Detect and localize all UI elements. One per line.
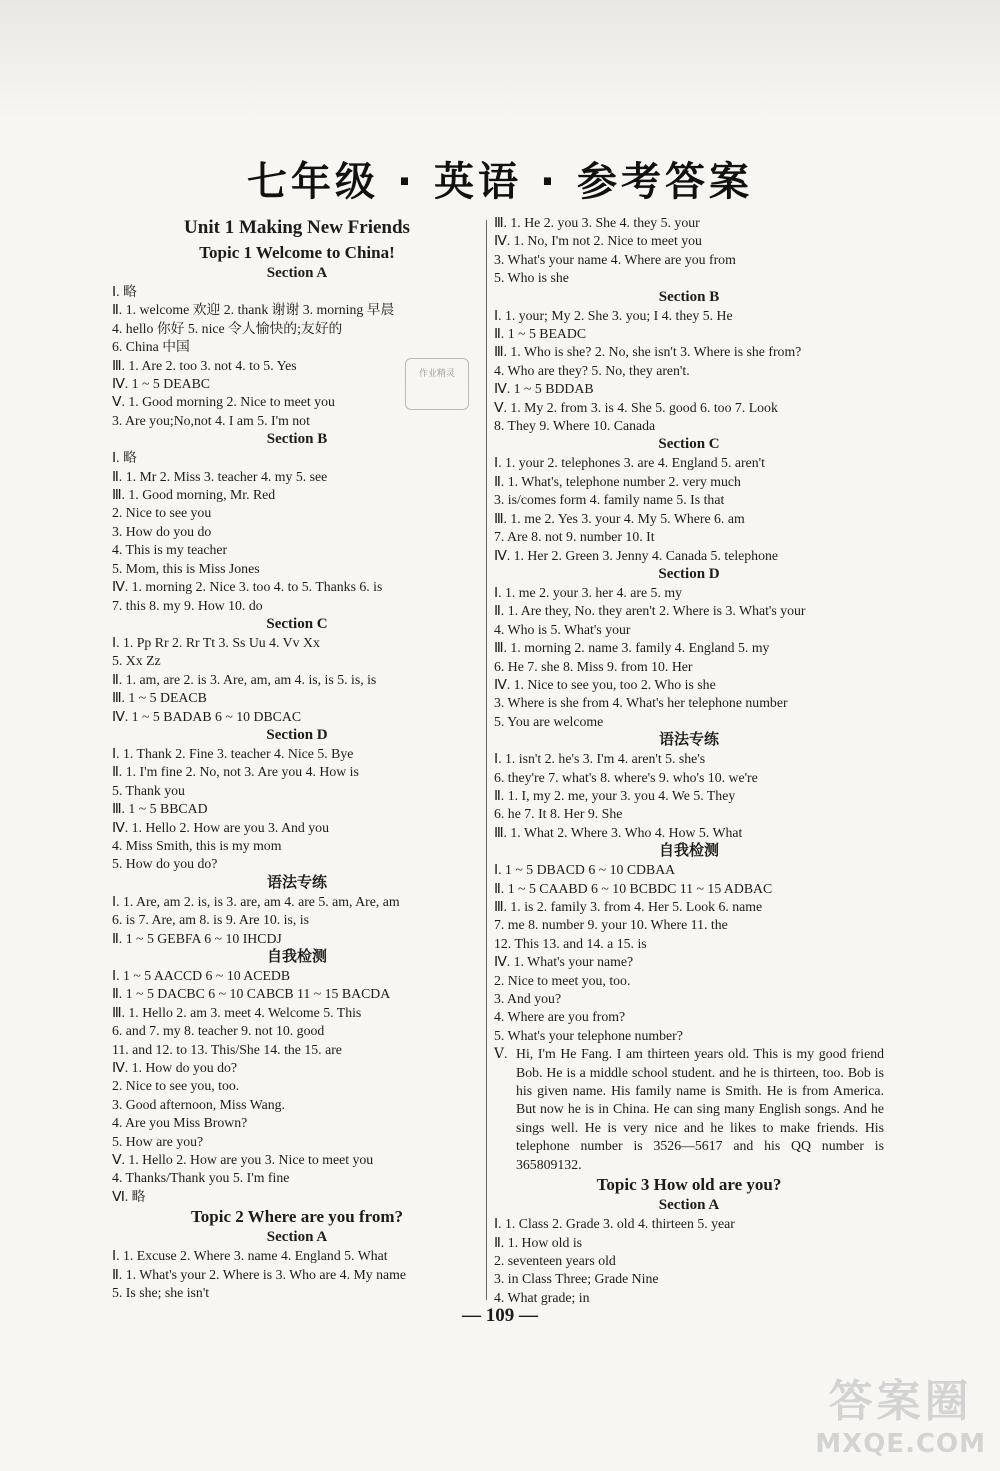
answer-line: Ⅲ. 1. He 2. you 3. She 4. they 5. your: [494, 215, 700, 230]
column-divider: [486, 220, 487, 1300]
stamp-mark: [405, 358, 469, 410]
section-heading: Section B: [658, 288, 720, 305]
answer-line: Ⅱ. 1. am, are 2. is 3. Are, am, am 4. is, is 5. is, is: [112, 671, 377, 687]
answer-line: Ⅳ. 1 ~ 5 BDDAB: [494, 381, 594, 397]
answer-line: Ⅳ. 1 ~ 5 BADAB 6 ~ 10 DBCAC: [112, 708, 302, 724]
answer-line: Ⅰ. 1. isn't 2. he's 3. I'm 4. aren't 5. she's: [494, 751, 706, 767]
section-heading: Section C: [658, 436, 720, 453]
section-heading: 语法专练: [658, 732, 719, 749]
answer-line: Ⅳ. 1. No, I'm not 2. Nice to meet you: [494, 233, 702, 249]
answer-line: Ⅰ. 1. Pp Rr 2. Rr Tt 3. Ss Uu 4. Vv Xx: [112, 634, 320, 650]
page-title: 七年级 · 英语 · 参考答案: [246, 159, 754, 205]
scan-top-band: [0, 0, 1000, 120]
answer-line: Ⅲ. 1. Who is she? 2. No, she isn't 3. Where is she from?: [494, 344, 802, 360]
answer-line: 4. Thanks/Thank you 5. I'm fine: [112, 1170, 290, 1186]
section-heading: 语法专练: [266, 874, 327, 891]
right-column: [494, 214, 884, 1307]
answer-paragraph: [494, 1045, 884, 1174]
answer-line: 8. They 9. Where 10. Canada: [494, 418, 656, 434]
answer-line: 5. Mom, this is Miss Jones: [112, 560, 260, 576]
section-heading: Section A: [658, 1197, 720, 1214]
answer-line: Ⅱ. 1 ~ 5 CAABD 6 ~ 10 BCBDC 11 ~ 15 ADBAC: [494, 880, 773, 896]
section-heading: 自我检测: [658, 843, 719, 860]
answer-line: Ⅳ. 1. Hello 2. How are you 3. And you: [112, 819, 329, 835]
section-heading: Section A: [266, 1229, 328, 1246]
paragraph-number: Ⅴ.: [494, 1046, 508, 1062]
answer-line: 6. he 7. It 8. Her 9. She: [494, 806, 623, 822]
answer-line: 4. Are you Miss Brown?: [112, 1115, 248, 1131]
answer-line: Ⅰ. 略: [112, 284, 137, 299]
answer-line: Ⅲ. 1 ~ 5 DEACB: [112, 690, 207, 706]
answer-line: 5. Thank you: [112, 782, 185, 798]
section-heading: Section B: [266, 431, 328, 448]
answer-line: 6. China 中国: [112, 339, 190, 355]
answer-line: Ⅱ. 1 ~ 5 BEADC: [494, 326, 587, 342]
answer-line: 4. Where are you from?: [494, 1009, 626, 1025]
answer-line: 11. and 12. to 13. This/She 14. the 15. are: [112, 1041, 342, 1057]
answer-line: 5. Xx Zz: [112, 653, 161, 669]
section-heading: Section C: [266, 615, 328, 632]
stamp-text: 作业精灵: [418, 369, 455, 379]
answer-line: 5. How do you do?: [112, 856, 218, 872]
answer-line: Ⅱ. 1. I'm fine 2. No, not 3. Are you 4. How is: [112, 764, 359, 780]
answer-line: Ⅲ. 1. Hello 2. am 3. meet 4. Welcome 5. This: [112, 1004, 362, 1020]
answer-line: 7. this 8. my 9. How 10. do: [112, 597, 263, 613]
answer-line: Ⅴ. 1. Good morning 2. Nice to meet you: [112, 394, 335, 410]
answer-line: 2. Nice to see you: [112, 505, 212, 521]
answer-line: Ⅱ. 1. What's your 2. Where is 3. Who are 4. My name: [112, 1266, 406, 1282]
answer-line: Ⅳ. 1. What's your name?: [494, 954, 634, 970]
answer-line: 6. they're 7. what's 8. where's 9. who's 10. we're: [494, 769, 758, 785]
answer-line: 4. Miss Smith, this is my mom: [112, 837, 282, 853]
answer-line: Ⅴ. 1. My 2. from 3. is 4. She 5. good 6. too 7. Look: [494, 399, 778, 415]
answer-line: 4. What grade; in: [494, 1289, 590, 1305]
answer-line: 5. What's your telephone number?: [494, 1027, 683, 1043]
answer-line: Ⅲ. 1. Good morning, Mr. Red: [112, 487, 276, 503]
page-number: — 109 —: [462, 1305, 538, 1326]
answer-line: Ⅱ. 1. How old is: [494, 1234, 583, 1250]
answer-line: 3. Good afternoon, Miss Wang.: [112, 1096, 285, 1112]
unit-heading: Unit 1 Making New Friends: [184, 217, 410, 238]
answer-line: 2. Nice to meet you, too.: [494, 972, 631, 988]
answer-line: Ⅰ. 1. Class 2. Grade 3. old 4. thirteen 5. year: [494, 1216, 735, 1232]
answer-line: 3. is/comes form 4. family name 5. Is that: [494, 492, 725, 508]
answer-line: Ⅲ. 1. me 2. Yes 3. your 4. My 5. Where 6. am: [494, 510, 745, 526]
watermark-url: MXQE.COM: [815, 1429, 986, 1459]
answer-line: Ⅱ. 1 ~ 5 GEBFA 6 ~ 10 IHCDJ: [112, 930, 282, 946]
answer-line: Ⅰ. 1. Excuse 2. Where 3. name 4. England 5. What: [112, 1248, 388, 1264]
answer-line: 3. in Class Three; Grade Nine: [494, 1271, 659, 1287]
answer-line: Ⅲ. 1. is 2. family 3. from 4. Her 5. Look 6. name: [494, 899, 763, 914]
answer-line: Ⅱ. 1. Mr 2. Miss 3. teacher 4. my 5. see: [112, 468, 328, 484]
answer-line: Ⅳ. 1. How do you do?: [112, 1060, 238, 1076]
answer-line: 12. This 13. and 14. a 15. is: [494, 935, 647, 951]
watermark: [815, 1365, 986, 1459]
answer-line: 3. How do you do: [112, 523, 212, 539]
section-heading: 自我检测: [266, 949, 327, 965]
topic-heading: Topic 2 Where are you from?: [190, 1207, 404, 1227]
answer-line: 3. What's your name 4. Where are you from: [494, 251, 736, 267]
answer-line: Ⅰ. 1. your 2. telephones 3. are 4. England 5. aren't: [494, 455, 765, 471]
answer-line: Ⅲ. 1. What 2. Where 3. Who 4. How 5. What: [494, 824, 743, 840]
answer-line: Ⅰ. 1. Are, am 2. is, is 3. are, am 4. are 5. am, Are, am: [112, 893, 400, 909]
answer-line: 3. And you?: [494, 991, 562, 1007]
answer-line: Ⅵ. 略: [112, 1188, 146, 1204]
answer-line: 4. This is my teacher: [112, 542, 228, 558]
answer-line: Ⅰ. 1 ~ 5 AACCD 6 ~ 10 ACEDB: [112, 968, 291, 983]
answer-line: Ⅰ. 1. me 2. your 3. her 4. are 5. my: [494, 584, 682, 600]
answer-line: 7. Are 8. not 9. number 10. It: [494, 529, 655, 545]
answer-line: 4. Who are they? 5. No, they aren't.: [494, 362, 690, 378]
answer-line: Ⅲ. 1. Are 2. too 3. not 4. to 5. Yes: [112, 357, 297, 373]
answer-line: Ⅰ. 1. Thank 2. Fine 3. teacher 4. Nice 5. Bye: [112, 745, 354, 761]
answer-line: 6. and 7. my 8. teacher 9. not 10. good: [112, 1023, 325, 1039]
answer-line: 3. Where is she from 4. What's her telephone number: [494, 695, 788, 711]
answer-line: Ⅰ. 略: [112, 450, 137, 466]
answer-line: Ⅳ. 1. Her 2. Green 3. Jenny 4. Canada 5. telephone: [494, 547, 778, 563]
answer-line: Ⅲ. 1. morning 2. name 3. family 4. England 5. my: [494, 640, 770, 656]
answer-line: 5. Who is she: [494, 270, 569, 286]
answer-line: Ⅲ. 1 ~ 5 BBCAD: [112, 801, 208, 817]
topic-heading: Topic 1 Welcome to China!: [199, 243, 395, 262]
answer-line: Ⅱ. 1 ~ 5 DACBC 6 ~ 10 CABCB 11 ~ 15 BACDA: [112, 986, 391, 1002]
answer-line: 5. How are you?: [112, 1133, 204, 1149]
section-heading: Section A: [266, 265, 328, 281]
answer-line: 2. seventeen years old: [494, 1252, 616, 1268]
answer-line: Ⅳ. 1 ~ 5 DEABC: [112, 376, 210, 392]
answer-line: 6. is 7. Are, am 8. is 9. Are 10. is, is: [112, 912, 309, 928]
answer-line: 5. Is she; she isn't: [112, 1285, 210, 1301]
answer-line: Ⅳ. 1. morning 2. Nice 3. too 4. to 5. Thanks 6. is: [112, 579, 383, 595]
answer-line: Ⅱ. 1. What's, telephone number 2. very much: [494, 473, 741, 489]
paragraph-text: Hi, I'm He Fang. I am thirteen years old. This is my good friend Bob. He is a middle school student. and he is thirteen, too. Bob is his given name. His family name is Smith. He is from America. But now he is in China. He can sing many English songs. And he sings well. He is very nice and he likes to make friends. His telephone number is 3526—5617 and his QQ number is 365809132.: [516, 1046, 884, 1172]
answer-line: Ⅱ. 1. welcome 欢迎 2. thank 谢谢 3. morning 早晨: [112, 302, 395, 318]
answer-line: Ⅱ. 1. Are they, No. they aren't 2. Where is 3. What's your: [494, 603, 806, 619]
section-heading: Section D: [266, 726, 328, 743]
watermark-brand: 答案圈: [828, 1376, 973, 1427]
answer-line: 2. Nice to see you, too.: [112, 1078, 240, 1094]
answer-line: Ⅰ. 1. your; My 2. She 3. you; I 4. they 5. He: [494, 307, 733, 323]
answer-line: 3. Are you;No,not 4. I am 5. I'm not: [112, 412, 310, 428]
answer-line: 5. You are welcome: [494, 713, 604, 729]
answer-line: Ⅱ. 1. I, my 2. me, your 3. you 4. We 5. They: [494, 787, 736, 803]
section-heading: Section D: [658, 565, 720, 582]
answer-line: 6. He 7. she 8. Miss 9. from 10. Her: [494, 658, 693, 674]
topic-heading: Topic 3 How old are you?: [596, 1175, 782, 1195]
answer-line: Ⅰ. 1 ~ 5 DBACD 6 ~ 10 CDBAA: [494, 862, 676, 878]
answer-line: 7. me 8. number 9. your 10. Where 11. the: [494, 917, 728, 933]
answer-line: 4. hello 你好 5. nice 令人愉快的;友好的: [112, 320, 343, 336]
answer-line: Ⅳ. 1. Nice to see you, too 2. Who is she: [494, 676, 716, 692]
answer-line: 4. Who is 5. What's your: [494, 621, 631, 637]
answer-line: Ⅴ. 1. Hello 2. How are you 3. Nice to meet you: [112, 1152, 374, 1168]
